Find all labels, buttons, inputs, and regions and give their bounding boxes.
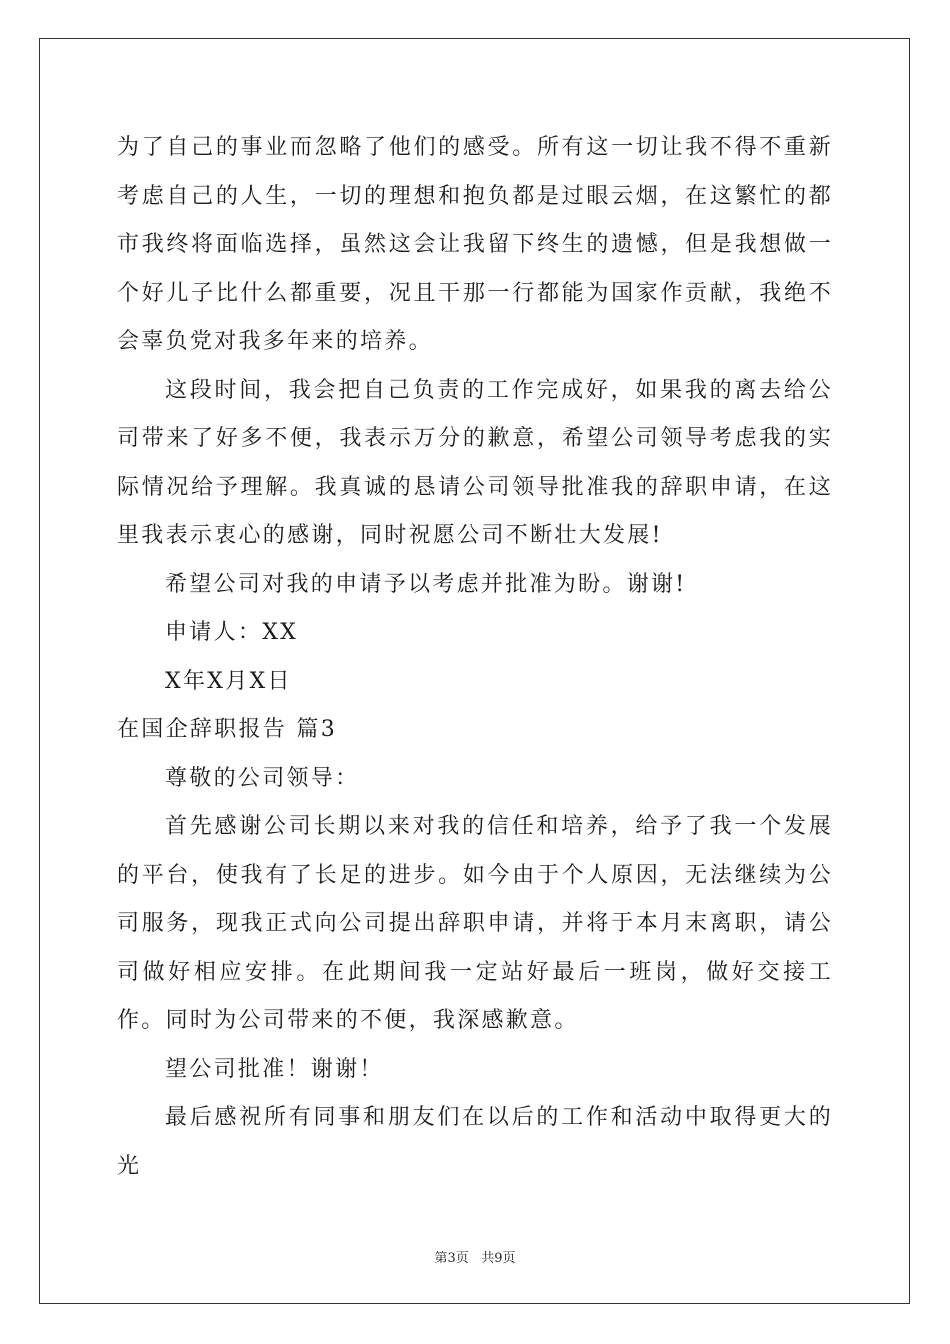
paragraph-closing-wishes: 最后感祝所有同事和朋友们在以后的工作和活动中取得更大的光: [117, 1105, 833, 1179]
paragraph-work-handover: 这段时间，我会把自己负责的工作完成好，如果我的离去给公司带来了好多不便，我表示万分的歉意，希望公司领导考虑我的实际情况给予理解。我真诚的恳请公司领导批准我的辞职申请，在这里我表示衷心的感谢，同时祝愿公司不断壮大发展!: [117, 377, 833, 548]
date-line: X年X月X日: [165, 668, 292, 694]
salutation: 尊敬的公司领导：: [165, 765, 360, 791]
paragraph-resignation: 首先感谢公司长期以来对我的信任和培养，给予了我一个发展的平台，使我有了长足的进步。如今由于个人原因，无法继续为公司服务，现我正式向公司提出辞职申请，并将于本月末离职，请公司做好相应安排。在此期间我一定站好最后一班岗，做好交接工作。同时为公司带来的不便，我深感歉意。: [117, 814, 833, 1033]
paragraph-request-consideration: 希望公司对我的申请予以考虑并批准为盼。谢谢!: [165, 571, 687, 597]
page-footer: [0, 1247, 950, 1266]
applicant-signature: 申请人：XX: [165, 620, 299, 645]
paragraph-continuation: 为了自己的事业而忽略了他们的感受。所有这一切让我不得不重新考虑自己的人生，一切的理想和抱负都是过眼云烟，在这繁忙的都市我终将面临选择，虽然这会让我留下终生的遗憾，但是我想做一个好儿子比什么都重要，况且干那一行都能为国家作贡献，我绝不会辜负党对我多年来的培养。: [117, 135, 833, 354]
section-title: 在国企辞职报告 篇3: [117, 717, 337, 742]
page-total: 共9页: [481, 1251, 516, 1266]
paragraph-approval-request: 望公司批准！谢谢！: [165, 1056, 384, 1082]
document-body: [117, 124, 833, 1191]
page-number: 第3页: [434, 1251, 469, 1266]
